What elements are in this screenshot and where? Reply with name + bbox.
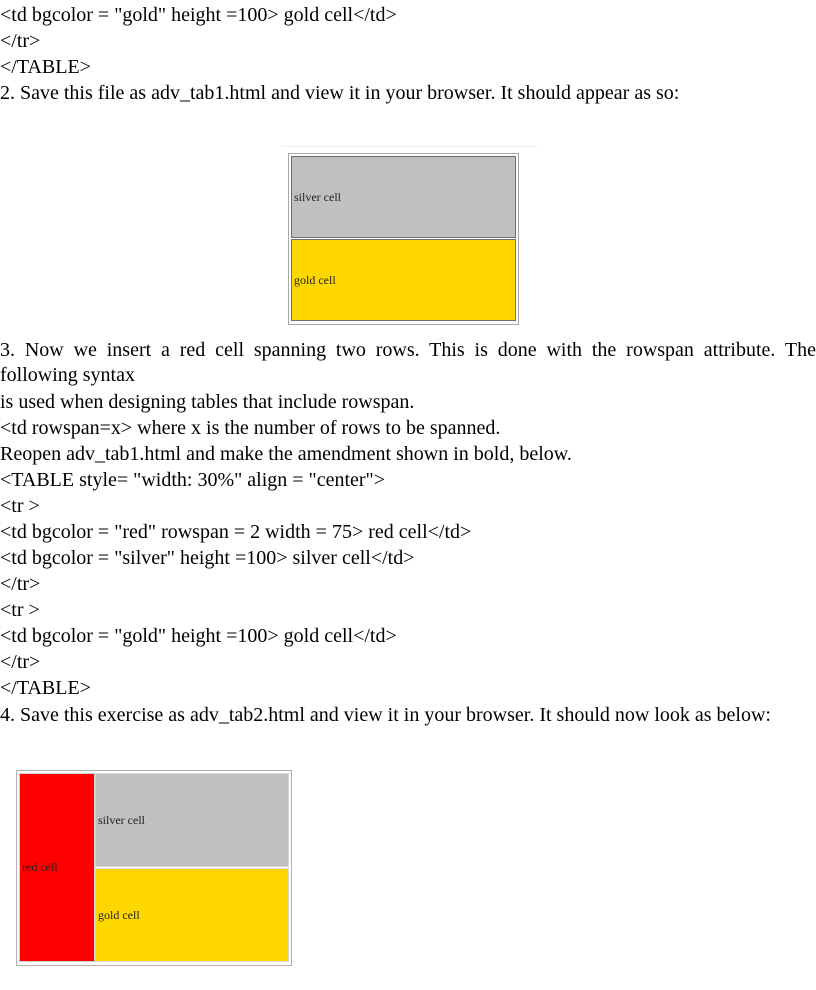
figure-1-table [288,153,519,325]
rowspan-usage-text: is used when designing tables that include rowspan. [0,391,415,413]
red-cell-label: red cell [22,860,58,874]
code-line-table-open: <TABLE style= "width: 30%" align = "center"> [0,469,385,491]
figure-1-top-rule [282,146,538,147]
code-line-close-tr: </tr> [0,573,41,595]
code-line-tr-open: <tr > [0,599,40,621]
code-line-close-tr: </tr> [0,651,41,673]
step-3-instruction-cont: following syntax [0,364,135,386]
code-line-gold-cell: <td bgcolor = "gold" height =100> gold cell</td> [0,4,397,26]
reopen-instruction: Reopen adv_tab1.html and make the amendment shown in bold, below. [0,443,572,465]
step-2-instruction: 2. Save this file as adv_tab1.html and view it in your browser. It should appear as so: [0,82,680,104]
rowspan-syntax-text: <td rowspan=x> where x is the number of rows to be spanned. [0,417,501,439]
code-line-close-tr: </tr> [0,30,41,52]
code-line-gold-cell: <td bgcolor = "gold" height =100> gold cell</td> [0,625,397,647]
code-line-red-cell: <td bgcolor = "red" rowspan = 2 width = 75> red cell</td> [0,521,472,543]
code-line-tr-open: <tr > [0,495,40,517]
silver-cell-label: silver cell [294,189,341,204]
step-3-instruction: 3. Now we insert a red cell spanning two rows. This is done with the rowspan attribute. The [0,339,816,361]
silver-cell [95,773,289,867]
step-4-instruction: 4. Save this exercise as adv_tab2.html and view it in your browser. It should now look as below: [0,704,771,726]
gold-cell [95,868,289,962]
gold-cell [291,239,516,321]
code-line-silver-cell: <td bgcolor = "silver" height =100> silver cell</td> [0,547,415,569]
figure-2-table [16,770,292,966]
silver-cell [291,156,516,238]
gold-cell-label: gold cell [294,272,336,287]
silver-cell-label: silver cell [98,812,145,827]
red-cell [19,773,95,962]
gold-cell-label: gold cell [98,907,140,922]
code-line-close-table: </TABLE> [0,56,91,78]
code-line-close-table: </TABLE> [0,677,91,699]
